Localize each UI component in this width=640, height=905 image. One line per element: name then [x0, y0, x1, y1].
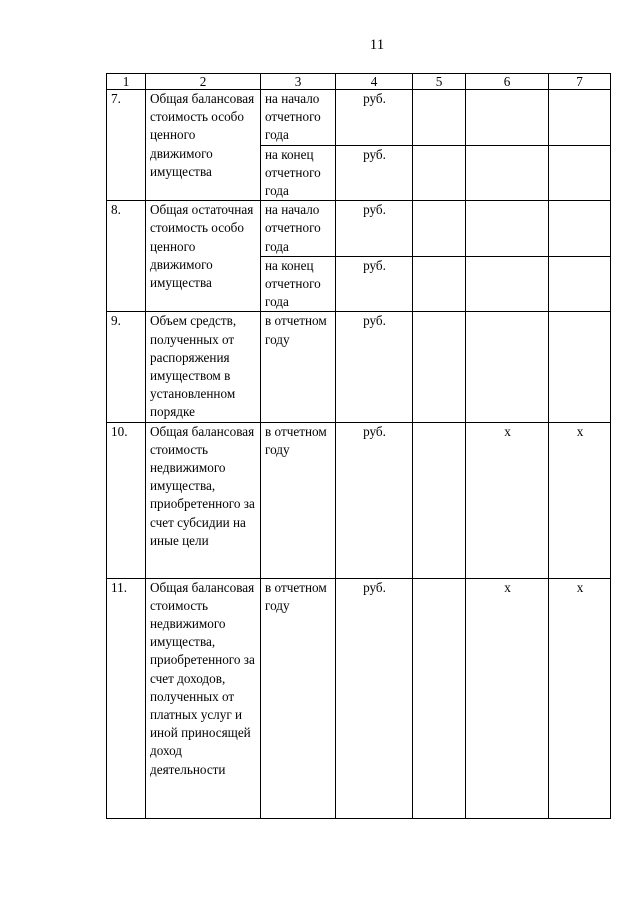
table-row: [107, 312, 611, 422]
cell-col6: [466, 312, 549, 422]
column-header: 3: [261, 74, 336, 90]
row-indicator-name: Общая балансовая стоимость недвижимого имущества, приобретенного за счет доходов, полученных от платных услуг и иной приносящей доход деятельности: [146, 578, 261, 818]
column-header: 1: [107, 74, 146, 90]
row-unit: руб.: [336, 90, 413, 146]
cell-col5: [413, 256, 466, 312]
property-report-table: [106, 73, 611, 819]
table-header-row: [107, 74, 611, 90]
cell-col6: х: [466, 578, 549, 818]
row-number: 9.: [107, 312, 146, 422]
row-number: 11.: [107, 578, 146, 818]
cell-col6: [466, 201, 549, 257]
table-row: [107, 90, 611, 146]
row-number: 8.: [107, 201, 146, 312]
column-header: 6: [466, 74, 549, 90]
table-row: [107, 578, 611, 818]
row-unit: руб.: [336, 145, 413, 201]
row-period: в отчетном году: [261, 578, 336, 818]
cell-col5: [413, 90, 466, 146]
cell-col7: [549, 145, 611, 201]
cell-col6: [466, 145, 549, 201]
row-number: 7.: [107, 90, 146, 201]
row-indicator-name: Общая остаточная стоимость особо ценного движимого имущества: [146, 201, 261, 312]
cell-col6: [466, 90, 549, 146]
row-period: в отчетном году: [261, 312, 336, 422]
table-row: [107, 201, 611, 257]
cell-col5: [413, 578, 466, 818]
row-indicator-name: Объем средств, полученных от распоряжения имуществом в установленном порядке: [146, 312, 261, 422]
page-number: 11: [369, 37, 385, 53]
row-period: на конец отчетного года: [261, 256, 336, 312]
cell-col7: х: [549, 422, 611, 578]
column-header: 2: [146, 74, 261, 90]
cell-col6: [466, 256, 549, 312]
row-indicator-name: Общая балансовая стоимость недвижимого имущества, приобретенного за счет субсидии на иные цели: [146, 422, 261, 578]
row-period: на начало отчетного года: [261, 90, 336, 146]
cell-col5: [413, 145, 466, 201]
cell-col5: [413, 201, 466, 257]
row-period: на конец отчетного года: [261, 145, 336, 201]
row-unit: руб.: [336, 256, 413, 312]
cell-col7: [549, 256, 611, 312]
row-unit: руб.: [336, 201, 413, 257]
row-unit: руб.: [336, 422, 413, 578]
column-header: 5: [413, 74, 466, 90]
column-header: 4: [336, 74, 413, 90]
row-period: на начало отчетного года: [261, 201, 336, 257]
table-row: [107, 422, 611, 578]
cell-col7: [549, 312, 611, 422]
row-period: в отчетном году: [261, 422, 336, 578]
column-header: 7: [549, 74, 611, 90]
cell-col7: х: [549, 578, 611, 818]
row-unit: руб.: [336, 578, 413, 818]
cell-col6: х: [466, 422, 549, 578]
cell-col7: [549, 90, 611, 146]
cell-col7: [549, 201, 611, 257]
row-number: 10.: [107, 422, 146, 578]
row-indicator-name: Общая балансовая стоимость особо ценного движимого имущества: [146, 90, 261, 201]
row-unit: руб.: [336, 312, 413, 422]
cell-col5: [413, 422, 466, 578]
cell-col5: [413, 312, 466, 422]
